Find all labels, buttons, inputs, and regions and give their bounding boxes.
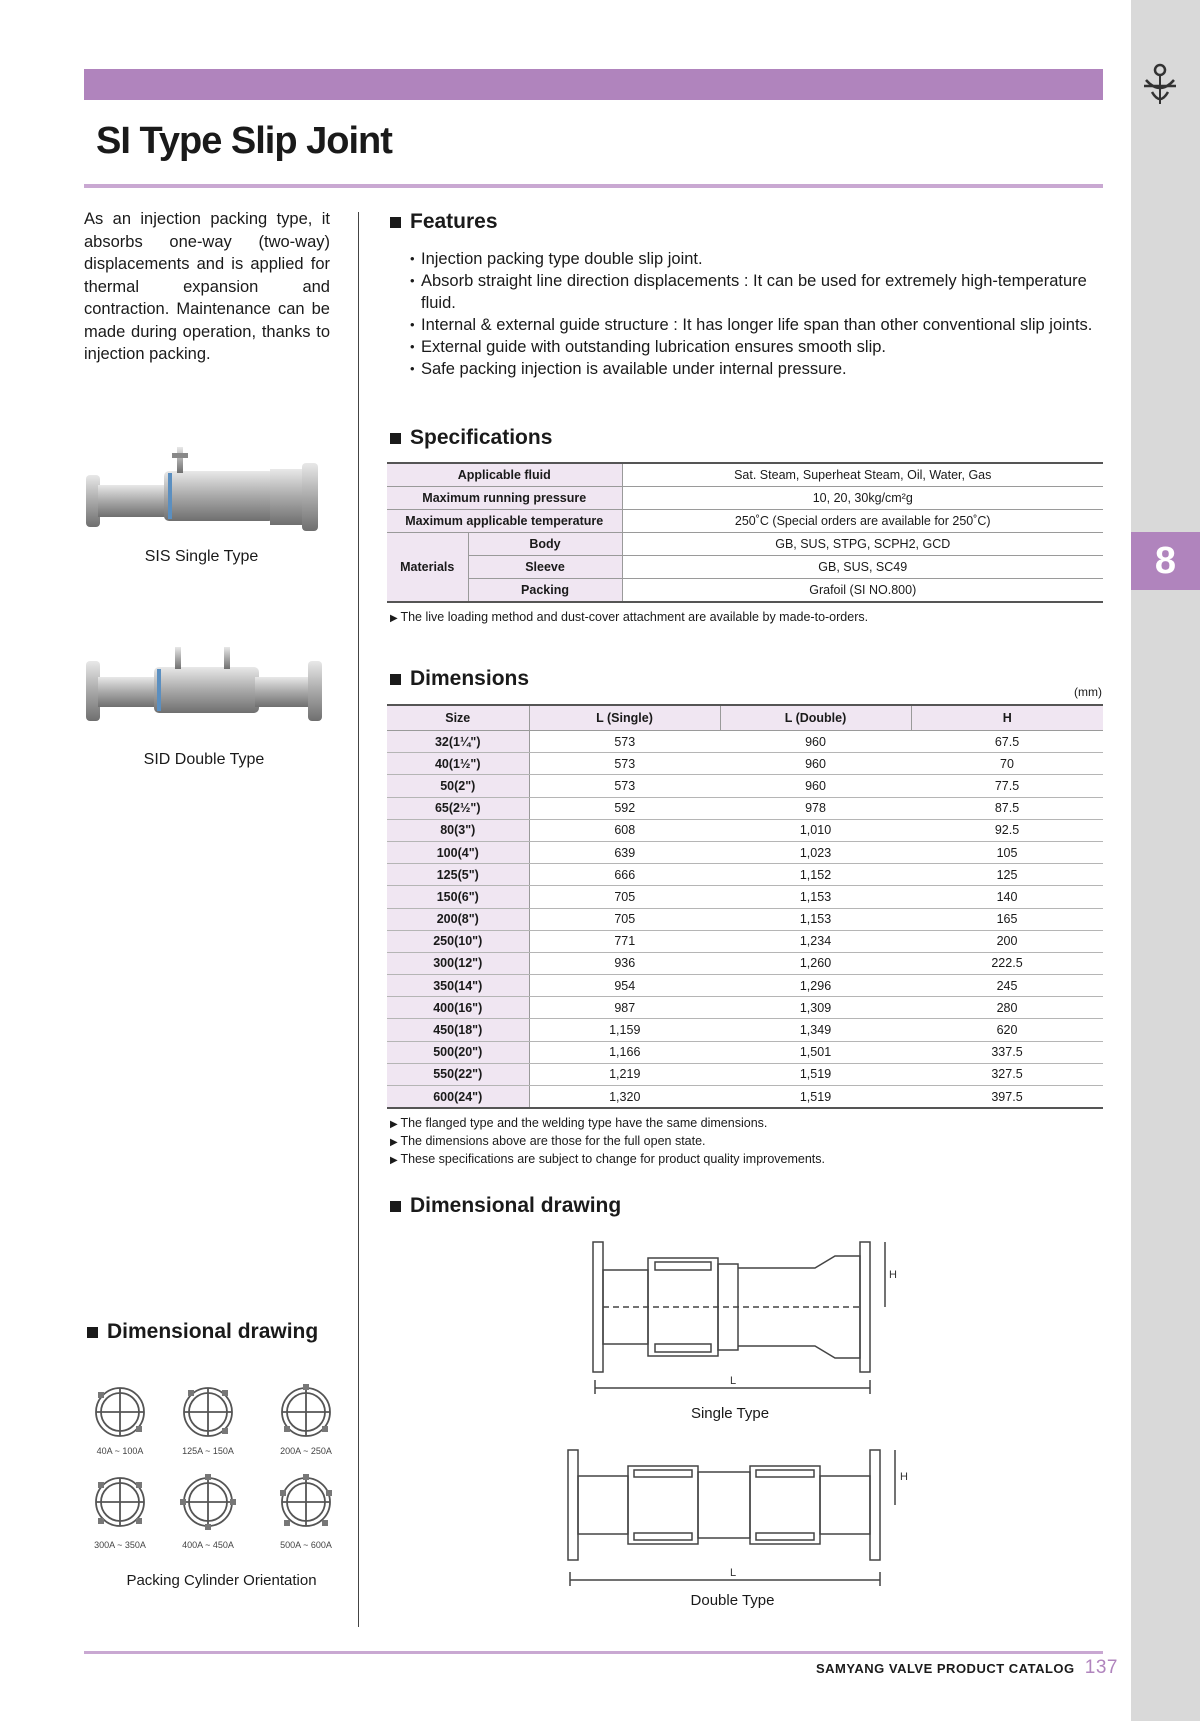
table-row <box>387 930 1103 952</box>
table-row <box>387 975 1103 997</box>
packing-range-4: 300A ~ 350A <box>94 1540 146 1550</box>
spec-label: Body <box>468 533 622 556</box>
table-row <box>387 463 1103 487</box>
size-cell: 300(12") <box>387 952 529 974</box>
table-row <box>387 775 1103 797</box>
size-cell: 250(10") <box>387 930 529 952</box>
l-single-cell: 573 <box>529 775 720 797</box>
feature-item: • Internal & external guide structure : It has longer life span than other conventional slip joints. <box>410 314 1103 336</box>
bullet-square-icon <box>390 433 401 444</box>
h-cell: 67.5 <box>911 731 1103 753</box>
size-cell: 50(2") <box>387 775 529 797</box>
spec-value: GB, SUS, SC49 <box>622 556 1103 579</box>
double-type-drawing <box>560 1448 930 1588</box>
h-cell: 620 <box>911 1019 1103 1041</box>
l-single-cell: 573 <box>529 753 720 775</box>
packing-range-3: 200A ~ 250A <box>280 1446 332 1456</box>
size-cell: 600(24") <box>387 1086 529 1109</box>
h-cell: 165 <box>911 908 1103 930</box>
sis-single-photo <box>84 445 324 535</box>
size-cell: 32(1¼") <box>387 731 529 753</box>
column-header: L (Double) <box>720 705 911 731</box>
specifications-table <box>387 462 1103 603</box>
column-header: L (Single) <box>529 705 720 731</box>
l-double-cell: 1,260 <box>720 952 911 974</box>
packing-orientation-diagram <box>84 1378 354 1558</box>
table-row <box>387 753 1103 775</box>
size-cell: 80(3") <box>387 819 529 841</box>
packing-range-1: 40A ~ 100A <box>96 1446 144 1456</box>
samyang-logo-icon <box>1140 62 1180 108</box>
packing-caption: Packing Cylinder Orientation <box>126 1572 317 1589</box>
l-double-cell: 1,349 <box>720 1019 911 1041</box>
table-header-row <box>387 705 1103 731</box>
l-double-cell: 1,501 <box>720 1041 911 1063</box>
l-double-cell: 1,296 <box>720 975 911 997</box>
table-row <box>387 864 1103 886</box>
l-single-cell: 1,320 <box>529 1086 720 1109</box>
h-cell: 397.5 <box>911 1086 1103 1109</box>
bullet-square-icon <box>390 1201 401 1212</box>
l-double-cell: 1,519 <box>720 1063 911 1085</box>
spec-value: 250˚C (Special orders are available for 250˚C) <box>622 510 1103 533</box>
size-cell: 40(1½") <box>387 753 529 775</box>
table-row <box>387 797 1103 819</box>
h-cell: 125 <box>911 864 1103 886</box>
size-cell: 200(8") <box>387 908 529 930</box>
packing-range-5: 400A ~ 450A <box>182 1540 234 1550</box>
spec-value: Sat. Steam, Superheat Steam, Oil, Water, Gas <box>622 463 1103 487</box>
header-bar <box>84 69 1103 100</box>
spec-label: Maximum running pressure <box>387 487 622 510</box>
footer-rule <box>84 1651 1103 1654</box>
sis-single-caption: SIS Single Type <box>144 548 259 565</box>
page-title: SI Type Slip Joint <box>96 120 392 162</box>
l-double-cell: 960 <box>720 731 911 753</box>
features-list <box>410 248 1103 380</box>
spec-value: 10, 20, 30kg/cm²g <box>622 487 1103 510</box>
column-header: Size <box>387 705 529 731</box>
l-double-cell: 1,010 <box>720 819 911 841</box>
table-row <box>387 886 1103 908</box>
l-single-cell: 1,219 <box>529 1063 720 1085</box>
spec-value: Grafoil (SI NO.800) <box>622 579 1103 603</box>
l-double-cell: 960 <box>720 775 911 797</box>
feature-item: • Safe packing injection is available under internal pressure. <box>410 358 1103 380</box>
single-type-caption: Single Type <box>690 1405 770 1422</box>
l-double-cell: 1,234 <box>720 930 911 952</box>
dimensions-notes: ▶ The flanged type and the welding type have the same dimensions. ▶ The dimensions above are those for the full open state. ▶ These specifications are subject to change for product quality improvements. <box>390 1115 825 1169</box>
length-label: L <box>730 1567 737 1579</box>
footer <box>816 1657 1118 1679</box>
size-cell: 100(4") <box>387 841 529 863</box>
length-label: L <box>730 1375 737 1387</box>
l-single-cell: 1,166 <box>529 1041 720 1063</box>
catalog-name: SAMYANG VALVE PRODUCT CATALOG <box>816 1661 1075 1676</box>
page-number: 137 <box>1084 1657 1118 1678</box>
table-row <box>387 997 1103 1019</box>
table-row <box>387 579 1103 603</box>
h-cell: 70 <box>911 753 1103 775</box>
features-heading: Features <box>390 210 498 234</box>
table-row <box>387 1041 1103 1063</box>
size-cell: 400(16") <box>387 997 529 1019</box>
l-single-cell: 666 <box>529 864 720 886</box>
l-single-cell: 705 <box>529 908 720 930</box>
bullet-square-icon <box>390 217 401 228</box>
spec-note: ▶ The live loading method and dust-cover attachment are available by made-to-orders. <box>390 609 868 627</box>
single-type-drawing <box>585 1240 905 1395</box>
size-cell: 450(18") <box>387 1019 529 1041</box>
bullet-square-icon <box>390 674 401 685</box>
left-drawing-heading: Dimensional drawing <box>87 1320 318 1344</box>
size-cell: 350(14") <box>387 975 529 997</box>
sid-double-caption: SID Double Type <box>143 751 265 768</box>
table-row <box>387 510 1103 533</box>
table-row <box>387 1063 1103 1085</box>
packing-range-6: 500A ~ 600A <box>280 1540 332 1550</box>
table-row <box>387 952 1103 974</box>
l-single-cell: 936 <box>529 952 720 974</box>
packing-range-2: 125A ~ 150A <box>182 1446 234 1456</box>
dimensions-table <box>387 704 1103 1109</box>
l-double-cell: 1,152 <box>720 864 911 886</box>
h-cell: 200 <box>911 930 1103 952</box>
double-type-caption: Double Type <box>690 1592 775 1609</box>
size-cell: 500(20") <box>387 1041 529 1063</box>
table-row <box>387 1086 1103 1109</box>
size-cell: 125(5") <box>387 864 529 886</box>
h-cell: 105 <box>911 841 1103 863</box>
l-single-cell: 608 <box>529 819 720 841</box>
l-single-cell: 987 <box>529 997 720 1019</box>
l-single-cell: 705 <box>529 886 720 908</box>
table-row <box>387 731 1103 753</box>
title-rule <box>84 184 1103 188</box>
h-cell: 245 <box>911 975 1103 997</box>
l-double-cell: 1,153 <box>720 908 911 930</box>
l-double-cell: 978 <box>720 797 911 819</box>
l-double-cell: 1,153 <box>720 886 911 908</box>
materials-label: Materials <box>387 533 468 603</box>
spec-value: GB, SUS, STPG, SCPH2, GCD <box>622 533 1103 556</box>
h-cell: 327.5 <box>911 1063 1103 1085</box>
h-cell: 87.5 <box>911 797 1103 819</box>
l-double-cell: 1,519 <box>720 1086 911 1109</box>
spec-label: Packing <box>468 579 622 603</box>
size-cell: 65(2½") <box>387 797 529 819</box>
spec-label: Maximum applicable temperature <box>387 510 622 533</box>
intro-text: As an injection packing type, it absorbs one-way (two-way) displacements and is applied for thermal expansion and contraction. Maintenance can be made during operation, thanks to injection packing. <box>84 210 330 363</box>
column-divider <box>358 212 359 1627</box>
h-cell: 77.5 <box>911 775 1103 797</box>
right-drawing-heading: Dimensional drawing <box>390 1194 621 1218</box>
sid-double-photo <box>84 645 324 735</box>
spec-label: Sleeve <box>468 556 622 579</box>
h-cell: 140 <box>911 886 1103 908</box>
h-cell: 222.5 <box>911 952 1103 974</box>
spec-label: Applicable fluid <box>387 463 622 487</box>
bullet-square-icon <box>87 1327 98 1338</box>
l-single-cell: 573 <box>529 731 720 753</box>
feature-item: • Absorb straight line direction displacements : It can be used for extremely high-temperature fluid. <box>410 270 1103 314</box>
specifications-heading: Specifications <box>390 426 552 450</box>
table-row <box>387 841 1103 863</box>
l-single-cell: 954 <box>529 975 720 997</box>
table-row <box>387 487 1103 510</box>
feature-item: • Injection packing type double slip joint. <box>410 248 1103 270</box>
l-double-cell: 1,309 <box>720 997 911 1019</box>
feature-item: • External guide with outstanding lubrication ensures smooth slip. <box>410 336 1103 358</box>
l-double-cell: 960 <box>720 753 911 775</box>
table-row <box>387 533 1103 556</box>
l-double-cell: 1,023 <box>720 841 911 863</box>
l-single-cell: 592 <box>529 797 720 819</box>
h-cell: 280 <box>911 997 1103 1019</box>
height-label: H <box>889 1269 897 1281</box>
l-single-cell: 771 <box>529 930 720 952</box>
table-row <box>387 1019 1103 1041</box>
chapter-tab[interactable]: 8 <box>1131 532 1200 590</box>
table-row <box>387 908 1103 930</box>
size-cell: 550(22") <box>387 1063 529 1085</box>
table-row <box>387 556 1103 579</box>
column-header: H <box>911 705 1103 731</box>
unit-label: (mm) <box>1074 685 1102 699</box>
h-cell: 337.5 <box>911 1041 1103 1063</box>
l-single-cell: 639 <box>529 841 720 863</box>
right-side-strip <box>1131 0 1200 1721</box>
h-cell: 92.5 <box>911 819 1103 841</box>
dimensions-heading: Dimensions <box>390 667 529 691</box>
table-row <box>387 819 1103 841</box>
height-label: H <box>900 1471 908 1483</box>
l-single-cell: 1,159 <box>529 1019 720 1041</box>
size-cell: 150(6") <box>387 886 529 908</box>
